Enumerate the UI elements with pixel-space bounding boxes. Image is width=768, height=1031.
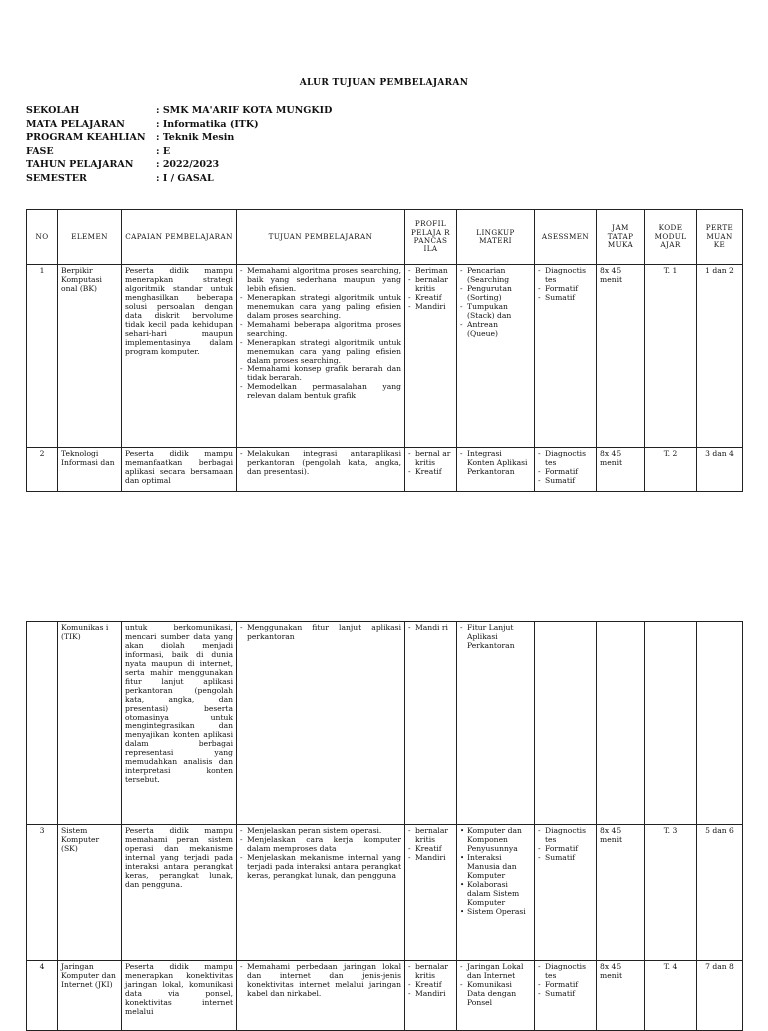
meta-row: [26, 131, 332, 145]
meta-row: [26, 158, 332, 172]
list-item: • Komputer dan Komponen Penyusunnya: [460, 827, 531, 854]
learning-path-table-continued: [26, 621, 743, 1031]
list-item: - Kreatif: [408, 468, 453, 477]
header-capaian: CAPAIAN PEMBELAJARAN: [122, 210, 237, 265]
header-tujuan: TUJUAN PEMBELAJARAN: [237, 210, 405, 265]
tujuan-list: [240, 827, 401, 881]
list-item: - Melakukan integrasi antaraplikasi perkantoran (pengolah kata, angka, dan presentasi).: [240, 450, 401, 477]
cell-profil: [405, 825, 457, 961]
list-item: - Menjelaskan mekanisme internal yang terjadi pada interaksi antara perangkat keras, perangkat lunak, dan pengguna: [240, 854, 401, 881]
cell-capaian: Peserta didik mampu menerapkan konektivitas jaringan lokal, komunikasi data via ponsel, konektivitas internet melalui: [122, 961, 237, 1031]
list-item: - Memahami algoritma proses searching, baik yang sederhana maupun yang lebih efisien.: [240, 267, 401, 294]
list-item: - Formatif: [538, 845, 593, 854]
identity-block: [26, 104, 332, 185]
table-row: [27, 265, 743, 448]
profil-list: [408, 450, 453, 477]
cell-capaian: untuk berkomunikasi, mencari sumber data yang akan diolah menjadi informasi, baik di dunia nyata maupun di internet, serta mahir menggunakan fitur lanjut aplikasi perkantoran (pengolah kata, angka, dan presentasi) beserta otomasinya untuk mengintegrasikan dan menyajikan konten aplikasi dalam berbagai representasi yang memudahkan analisis dan interpretasi konten tersebut.: [122, 622, 237, 825]
list-item: - Formatif: [538, 285, 593, 294]
table-row: [27, 961, 743, 1031]
list-item: - Menerapkan strategi algoritmik untuk menemukan cara yang paling efisien dalam proses searching.: [240, 294, 401, 321]
table-header-row: [27, 210, 743, 265]
tujuan-list: [240, 624, 401, 642]
list-item: - bernalar kritis: [408, 276, 453, 294]
list-item: - Kreatif: [408, 845, 453, 854]
cell-lingkup: [457, 825, 535, 961]
cell-asesmen: [535, 265, 597, 448]
list-item: - Menggunakan fitur lanjut aplikasi perkantoran: [240, 624, 401, 642]
list-item: - Menerapkan strategi algoritmik untuk menemukan cara yang paling efisien dalam proses searching.: [240, 339, 401, 366]
cell-profil: [405, 265, 457, 448]
cell-no: [27, 622, 58, 825]
list-item: - Diagnoctis tes: [538, 827, 593, 845]
profil-list: [408, 624, 453, 633]
profil-list: [408, 267, 453, 312]
cell-elemen: Komunikas i (TIK): [58, 622, 122, 825]
lingkup-list: [460, 267, 531, 339]
cell-kode: T. 2: [645, 448, 697, 492]
tujuan-list: [240, 963, 401, 999]
cell-jam: 8x 45 menit: [597, 448, 645, 492]
list-item: - Sumatif: [538, 477, 593, 486]
meta-row: [26, 172, 332, 186]
meta-value: : SMK MA'ARIF KOTA MUNGKID: [156, 105, 333, 116]
cell-asesmen: [535, 622, 597, 825]
cell-no: 1: [27, 265, 58, 448]
list-item: - Beriman: [408, 267, 453, 276]
list-item: - Fitur Lanjut Aplikasi Perkantoran: [460, 624, 531, 651]
learning-path-table: [26, 209, 743, 492]
cell-elemen: Jaringan Komputer dan Internet (JKI): [58, 961, 122, 1031]
cell-no: 4: [27, 961, 58, 1031]
meta-value: : 2022/2023: [156, 159, 220, 170]
list-item: - Integrasi Konten Aplikasi Perkantoran: [460, 450, 531, 477]
meta-value: : Informatika (ITK): [156, 118, 259, 130]
meta-value: : I / GASAL: [156, 172, 214, 184]
cell-lingkup: [457, 448, 535, 492]
cell-elemen: Teknologi Informasi dan: [58, 448, 122, 492]
cell-capaian: Peserta didik mampu memahami peran sistem operasi dan mekanisme internal yang terjadi pada interaksi antara perangkat keras, perangkat lunak, dan pengguna.: [122, 825, 237, 961]
asesmen-list: [538, 827, 593, 863]
meta-key: FASE: [26, 145, 54, 157]
cell-tujuan: [237, 265, 405, 448]
list-item: - Diagnoctis tes: [538, 267, 593, 285]
list-item: - Diagnoctis tes: [538, 963, 593, 981]
table-row: [27, 448, 743, 492]
meta-key: SEMESTER: [26, 172, 87, 184]
header-asesmen: ASESSMEN: [535, 210, 597, 265]
cell-lingkup: [457, 622, 535, 825]
cell-elemen: Berpikir Komputasi onal (BK): [58, 265, 122, 448]
asesmen-list: [538, 963, 593, 999]
meta-key: SEKOLAH: [26, 105, 80, 116]
list-item: - Pencarian (Searching: [460, 267, 531, 285]
meta-key: MATA PELAJARAN: [26, 118, 125, 130]
list-item: - Mandiri: [408, 990, 453, 999]
table-row: [27, 825, 743, 961]
list-item: - Menjelaskan peran sistem operasi.: [240, 827, 401, 836]
header-elemen: ELEMEN: [58, 210, 122, 265]
list-item: - Memahami beberapa algoritma proses searching.: [240, 321, 401, 339]
meta-row: [26, 118, 332, 132]
header-no: NO: [27, 210, 58, 265]
cell-asesmen: [535, 825, 597, 961]
document-title: ALUR TUJUAN PEMBELAJARAN: [299, 78, 469, 88]
list-item: - Formatif: [538, 981, 593, 990]
list-item: • Sistem Operasi: [460, 908, 531, 917]
list-item: - bernalar kritis: [408, 963, 453, 981]
list-item: - Memahami perbedaan jaringan lokal dan internet dan jenis-jenis konektivitas internet melalui jaringan kabel dan nirkabel.: [240, 963, 401, 999]
list-item: - Komunikasi Data dengan Ponsel: [460, 981, 531, 1008]
meta-key: PROGRAM KEAHLIAN: [26, 132, 146, 143]
page-break-gap: [0, 498, 768, 620]
list-item: - Memahami konsep grafik berarah dan tidak berarah.: [240, 365, 401, 383]
list-item: - Mandi ri: [408, 624, 453, 633]
list-item: - Sumatif: [538, 854, 593, 863]
list-item: - Tumpukan (Stack) dan: [460, 303, 531, 321]
list-item: - Kreatif: [408, 294, 453, 303]
cell-no: 2: [27, 448, 58, 492]
cell-jam: 8x 45 menit: [597, 961, 645, 1031]
cell-tujuan: [237, 448, 405, 492]
list-item: - Diagnoctis tes: [538, 450, 593, 468]
list-item: - Mandiri: [408, 854, 453, 863]
list-item: - bernal ar kritis: [408, 450, 453, 468]
cell-jam: 8x 45 menit: [597, 265, 645, 448]
cell-kode: T. 1: [645, 265, 697, 448]
list-item: - Mandiri: [408, 303, 453, 312]
cell-pertemuan: 5 dan 6: [697, 825, 743, 961]
lingkup-list: [460, 827, 531, 917]
header-profil: PROFIL PELAJA R PANCAS ILA: [405, 210, 457, 265]
cell-kode: [645, 622, 697, 825]
cell-asesmen: [535, 961, 597, 1031]
lingkup-list: [460, 450, 531, 477]
table-row: [27, 622, 743, 825]
list-item: - Sumatif: [538, 294, 593, 303]
cell-tujuan: [237, 961, 405, 1031]
asesmen-list: [538, 450, 593, 486]
cell-profil: [405, 961, 457, 1031]
cell-profil: [405, 448, 457, 492]
profil-list: [408, 827, 453, 863]
lingkup-list: [460, 963, 531, 1008]
tujuan-list: [240, 267, 401, 401]
meta-key: TAHUN PELAJARAN: [26, 159, 134, 170]
cell-lingkup: [457, 265, 535, 448]
cell-elemen: Sistem Komputer (SK): [58, 825, 122, 961]
cell-asesmen: [535, 448, 597, 492]
meta-row: [26, 104, 332, 118]
list-item: - Antrean (Queue): [460, 321, 531, 339]
tujuan-list: [240, 450, 401, 477]
cell-pertemuan: [697, 622, 743, 825]
list-item: - Jaringan Lokal dan Internet: [460, 963, 531, 981]
cell-pertemuan: 1 dan 2: [697, 265, 743, 448]
cell-capaian: Peserta didik mampu memanfaatkan berbagai aplikasi secara bersamaan dan optimal: [122, 448, 237, 492]
document-page-1: [0, 0, 768, 498]
profil-list: [408, 963, 453, 999]
list-item: - Pengurutan (Sorting): [460, 285, 531, 303]
meta-value: : Teknik Mesin: [156, 132, 235, 143]
list-item: - bernalar kritis: [408, 827, 453, 845]
cell-no: 3: [27, 825, 58, 961]
list-item: - Sumatif: [538, 990, 593, 999]
list-item: • Kolaborasi dalam Sistem Komputer: [460, 881, 531, 908]
header-lingkup: LINGKUP MATERI: [457, 210, 535, 265]
cell-profil: [405, 622, 457, 825]
cell-jam: [597, 622, 645, 825]
cell-capaian: Peserta didik mampu menerapkan strategi algoritmik standar untuk menghasilkan beberapa solusi persoalan dengan data diskrit bervolume tidak kecil pada kehidupan sehari-hari maupun implementasinya dalam program komputer.: [122, 265, 237, 448]
cell-pertemuan: 7 dan 8: [697, 961, 743, 1031]
cell-lingkup: [457, 961, 535, 1031]
list-item: - Menjelaskan cara kerja komputer dalam memproses data: [240, 836, 401, 854]
meta-value: : E: [156, 145, 171, 157]
header-pertemuan: PERTE MUAN KE: [697, 210, 743, 265]
list-item: - Kreatif: [408, 981, 453, 990]
cell-kode: T. 4: [645, 961, 697, 1031]
header-kode: KODE MODUL AJAR: [645, 210, 697, 265]
cell-jam: 8x 45 menit: [597, 825, 645, 961]
lingkup-list: [460, 624, 531, 651]
header-jam: JAM TATAP MUKA: [597, 210, 645, 265]
asesmen-list: [538, 267, 593, 303]
list-item: • Interaksi Manusia dan Komputer: [460, 854, 531, 881]
cell-kode: T. 3: [645, 825, 697, 961]
cell-tujuan: [237, 622, 405, 825]
meta-row: [26, 145, 332, 159]
list-item: - Formatif: [538, 468, 593, 477]
cell-tujuan: [237, 825, 405, 961]
list-item: - Memodelkan permasalahan yang relevan dalam bentuk grafik: [240, 383, 401, 401]
cell-pertemuan: 3 dan 4: [697, 448, 743, 492]
